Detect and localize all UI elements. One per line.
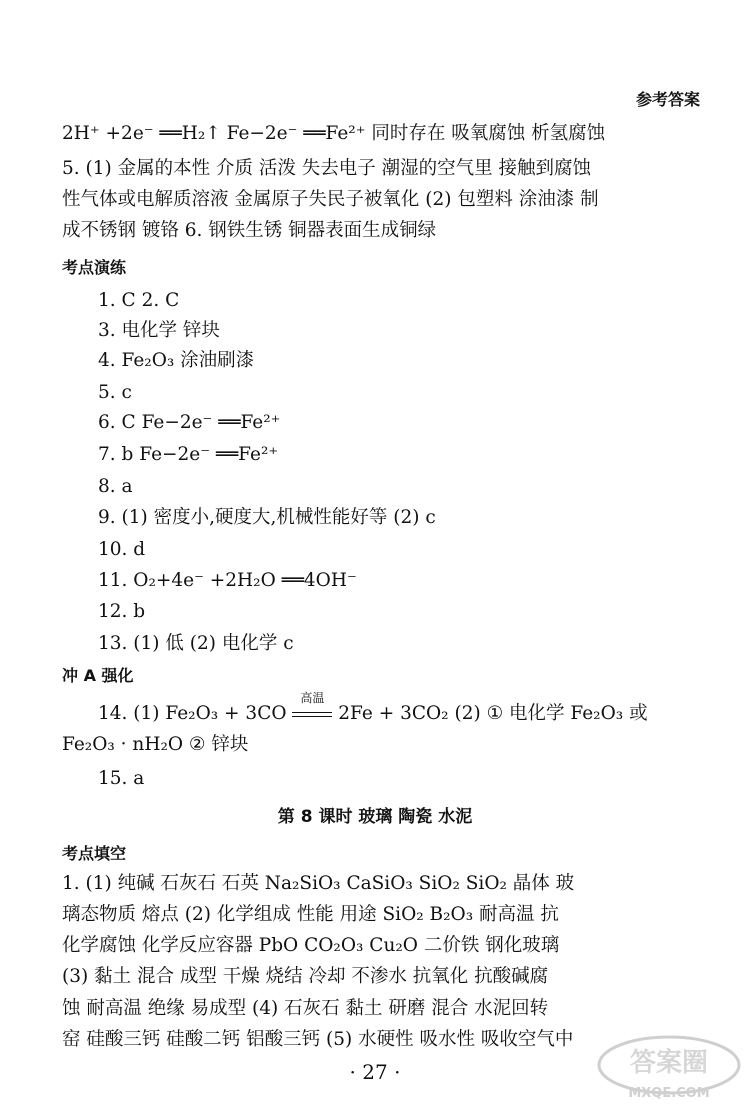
q14-prefix: 14. (1) Fe₂O₃ + 3CO — [98, 703, 293, 724]
answer-line: 15. a — [98, 768, 145, 789]
answer-line: 蚀 耐高温 绝缘 易成型 (4) 石灰石 黏土 研磨 混合 水泥回转 — [62, 998, 549, 1019]
answer-line: 13. (1) 低 (2) 电化学 c — [98, 633, 294, 654]
answer-line: 1. C 2. C — [98, 290, 180, 311]
svg-text:答案圈: 答案圈 — [629, 1048, 709, 1078]
answer-line: Fe₂O₃ · nH₂O ② 锌块 — [62, 734, 249, 755]
svg-text:MXQE.COM: MXQE.COM — [628, 1086, 710, 1101]
answer-line: 成不锈钢 镀铬 6. 钢铁生锈 铜器表面生成铜绿 — [62, 220, 437, 241]
answer-line: 5. c — [98, 382, 132, 403]
answer-line: (3) 黏土 混合 成型 干燥 烧结 冷却 不渗水 抗氧化 抗酸碱腐 — [62, 966, 549, 987]
answer-line: 1. (1) 纯碱 石灰石 石英 Na₂SiO₃ CaSiO₃ SiO₂ SiO₂ 晶体 玻 — [62, 873, 575, 894]
answer-line: 窑 硅酸三钙 硅酸二钙 铝酸三钙 (5) 水硬性 吸水性 吸收空气中 — [62, 1029, 574, 1050]
answer-line: 璃态物质 熔点 (2) 化学组成 性能 用途 SiO₂ B₂O₃ 耐高温 抗 — [62, 904, 559, 925]
answer-line: 性气体或电解质溶液 金属原子失民子被氧化 (2) 包塑料 涂油漆 制 — [62, 189, 599, 210]
answer-line-14 — [98, 691, 648, 727]
reaction-condition: 高温 — [300, 691, 325, 705]
double-line — [292, 712, 332, 717]
answer-line: 6. C Fe−2e⁻ ══Fe²⁺ — [98, 412, 281, 433]
answer-line: 10. d — [98, 539, 146, 560]
answer-line: 4. Fe₂O₃ 涂油刷漆 — [98, 350, 255, 371]
section-heading-strengthen: 冲 A 强化 — [62, 666, 134, 685]
answer-line: 7. b Fe−2e⁻ ══Fe²⁺ — [98, 444, 279, 465]
answer-line: 2H⁺ +2e⁻ ══H₂↑ Fe−2e⁻ ══Fe²⁺ 同时存在 吸氧腐蚀 析氢腐蚀 — [62, 123, 606, 144]
lesson-title: 第 8 课时 玻璃 陶瓷 水泥 — [277, 807, 473, 827]
page-number: · 27 · — [349, 1060, 401, 1084]
section-heading-practice: 考点演练 — [62, 258, 127, 277]
answer-line: 12. b — [98, 601, 146, 622]
section-heading-fill: 考点填空 — [62, 844, 127, 863]
answer-line: 9. (1) 密度小,硬度大,机械性能好等 (2) c — [98, 507, 436, 528]
answer-line: 3. 电化学 锌块 — [98, 320, 220, 341]
answer-line: 11. O₂+4e⁻ +2H₂O ══4OH⁻ — [98, 570, 357, 591]
answer-line: 8. a — [98, 476, 133, 497]
q14-suffix: 2Fe + 3CO₂ (2) ① 电化学 Fe₂O₃ 或 — [332, 703, 648, 724]
reaction-arrow — [292, 691, 332, 721]
page-header: 参考答案 — [635, 90, 700, 109]
watermark-logo — [594, 1033, 744, 1103]
answer-line: 5. (1) 金属的本性 介质 活泼 失去电子 潮湿的空气里 接触到腐蚀 — [62, 158, 592, 179]
answer-line: 化学腐蚀 化学反应容器 PbO CO₂O₃ Cu₂O 二价铁 钢化玻璃 — [62, 935, 560, 956]
